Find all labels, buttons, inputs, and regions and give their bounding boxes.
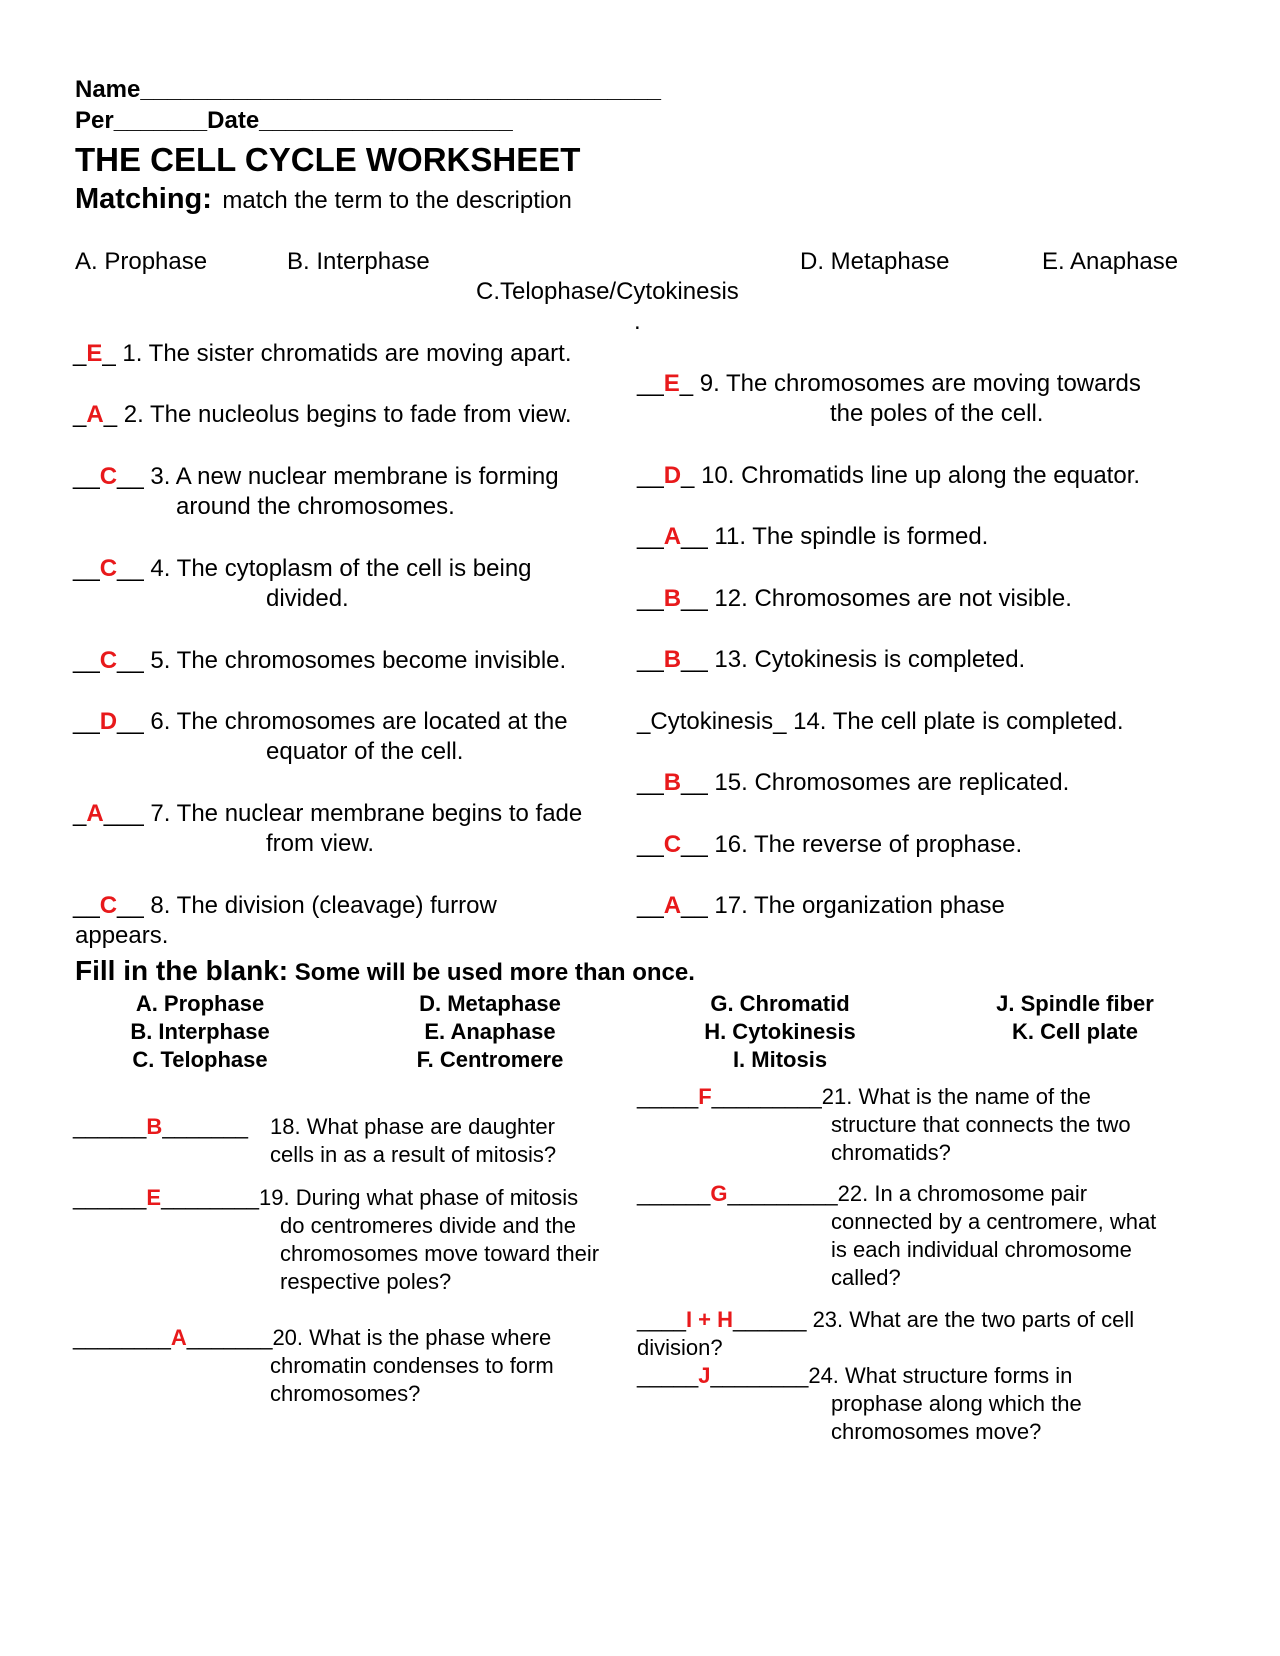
matching-item-left (73, 647, 566, 675)
question-text: 4. The cytoplasm of the cell is being (143, 555, 532, 582)
answer-mark: E (86, 340, 103, 367)
question-text: 1. The sister chromatids are moving apart. (115, 340, 572, 367)
answer-blank[interactable]: _ (773, 708, 787, 735)
answer-21: F (698, 1084, 712, 1109)
per-label: Per (75, 107, 114, 134)
answer-mark: A (86, 800, 104, 827)
answer-blank[interactable]: _ (679, 370, 694, 397)
matching-item-right (637, 585, 1072, 613)
answer-blank[interactable]: __ (681, 646, 708, 673)
matching-heading (75, 183, 572, 216)
date-blank[interactable]: ___________________ (259, 107, 513, 134)
question-23-cont: division? (637, 1335, 723, 1360)
question-text: 15. Chromosomes are replicated. (707, 769, 1070, 796)
answer-blank[interactable]: __ (73, 647, 100, 674)
question-18: 18. What phase are daughter cells in as a result of mitosis? (270, 1114, 557, 1167)
option-b: B. Interphase (287, 248, 430, 275)
answer-mark: C (99, 647, 118, 674)
answer-blank[interactable]: _ (637, 708, 651, 735)
question-text: 3. A new nuclear membrane is forming (143, 463, 559, 490)
answer-blank[interactable]: __ (681, 585, 708, 612)
answer-blank[interactable]: _ (73, 340, 87, 367)
answer-blank[interactable]: _ (102, 340, 116, 367)
word-bank-item: F. Centromere (416, 1047, 564, 1072)
answer-blank[interactable]: __ (681, 523, 708, 550)
matching-item-right (637, 831, 1022, 859)
answer-mark: A (663, 523, 682, 550)
answer-blank-23[interactable]: ____I + H______ 23. What are the two parts of cell (637, 1307, 1135, 1332)
answer-blank[interactable]: __ (637, 892, 664, 919)
answer-blank[interactable]: _ (73, 401, 87, 428)
word-bank-col-4 (970, 990, 1180, 1046)
answer-blank[interactable]: _ (73, 800, 87, 827)
answer-mark: B (663, 769, 682, 796)
matching-item-left (73, 708, 568, 736)
word-bank-col-3 (680, 990, 880, 1074)
fill-instruction: Some will be used more than once. (288, 959, 695, 986)
answer-22: G (710, 1181, 728, 1206)
answer-mark: D (99, 708, 118, 735)
matching-item-left (73, 555, 532, 583)
question-text-cont: around the chromosomes. (176, 493, 455, 520)
question-text-cont: divided. (266, 585, 349, 612)
word-bank-item: E. Anaphase (424, 1019, 556, 1044)
answer-mark: C (99, 463, 118, 490)
word-bank-item: D. Metaphase (419, 991, 561, 1016)
word-bank-col-1 (100, 990, 300, 1074)
matching-instruction: match the term to the description (222, 187, 572, 214)
answer-mark: C (663, 831, 682, 858)
answer-blank[interactable]: __ (117, 647, 144, 674)
question-text: 12. Chromosomes are not visible. (707, 585, 1072, 612)
name-field[interactable]: Name_______________________________________ (75, 76, 661, 103)
answer-mark: A (86, 401, 104, 428)
word-bank-item: G. Chromatid (710, 991, 850, 1016)
answer-blank[interactable]: __ (681, 892, 708, 919)
answer-blank[interactable]: __ (681, 831, 708, 858)
matching-item-right (637, 769, 1069, 797)
answer-blank[interactable]: __ (637, 769, 664, 796)
answer-blank-21[interactable]: _____F_________21. What is the name of the (637, 1084, 1091, 1109)
word-bank-item: H. Cytokinesis (704, 1019, 856, 1044)
answer-blank[interactable]: _ (103, 401, 118, 428)
fill-label: Fill in the blank: (75, 955, 289, 986)
question-21: structure that connects the two chromatids? (831, 1112, 1131, 1165)
word-bank-item: K. Cell plate (1012, 1019, 1138, 1044)
answer-blank[interactable]: __ (73, 892, 100, 919)
question-text: 9. The chromosomes are moving towards (693, 370, 1141, 397)
question-text-cont: appears. (75, 922, 169, 949)
word-bank-item: I. Mitosis (732, 1047, 828, 1072)
answer-mark: B (663, 646, 682, 673)
answer-blank[interactable]: __ (117, 463, 144, 490)
answer-blank[interactable]: __ (117, 892, 144, 919)
question-text-cont: from view. (266, 830, 375, 857)
answer-20: A (170, 1325, 187, 1350)
answer-blank[interactable]: __ (681, 769, 708, 796)
answer-blank-24[interactable]: _____J________24. What structure forms in (637, 1363, 1073, 1388)
question-text: 8. The division (cleavage) furrow (143, 892, 497, 919)
answer-blank-19[interactable]: ______E________19. During what phase of mitosis (73, 1185, 579, 1210)
answer-blank[interactable]: ___ (103, 800, 144, 827)
answer-24: J (698, 1363, 711, 1388)
question-20: chromatin condenses to form chromosomes? (270, 1353, 554, 1406)
question-text: 11. The spindle is formed. (707, 523, 989, 550)
answer-mark: D (663, 462, 682, 489)
option-a: A. Prophase (75, 248, 208, 275)
word-bank-item: J. Spindle fiber (996, 991, 1154, 1016)
matching-item-right (637, 462, 1140, 490)
question-text: 14. The cell plate is completed. (786, 708, 1124, 735)
question-text: 13. Cytokinesis is completed. (707, 646, 1026, 673)
answer-mark: Cytokinesis (650, 708, 774, 735)
matching-item-right (637, 646, 1025, 674)
answer-blank[interactable]: __ (637, 370, 664, 397)
answer-mark: B (663, 585, 682, 612)
matching-item-right (637, 708, 1124, 736)
question-text: 2. The nucleolus begins to fade from view. (117, 401, 572, 428)
answer-blank[interactable]: __ (117, 555, 144, 582)
matching-item-right (637, 892, 1005, 920)
question-text: 5. The chromosomes become invisible. (143, 647, 567, 674)
question-text: 6. The chromosomes are located at the (143, 708, 568, 735)
answer-blank[interactable]: __ (637, 646, 664, 673)
answer-blank[interactable]: __ (637, 523, 664, 550)
question-text-cont: equator of the cell. (266, 738, 464, 765)
question-24: prophase along which the chromosomes move? (831, 1391, 1082, 1444)
answer-18: B (146, 1114, 163, 1139)
answer-mark: C (99, 555, 118, 582)
per-date-line[interactable] (75, 107, 513, 135)
word-bank-item: A. Prophase (135, 991, 265, 1016)
question-text: 10. Chromatids line up along the equator. (694, 462, 1141, 489)
matching-item-right (637, 523, 988, 551)
answer-mark: C (99, 892, 118, 919)
word-bank-col-2 (390, 990, 590, 1074)
option-d: D. Metaphase (800, 248, 950, 275)
answer-blank-20[interactable]: ________A_______20. What is the phase where (73, 1325, 552, 1350)
matching-item-left (73, 892, 497, 920)
question-text: 16. The reverse of prophase. (707, 831, 1023, 858)
question-text-cont: the poles of the cell. (830, 400, 1044, 427)
answer-19: E (146, 1185, 162, 1210)
matching-item-left (73, 401, 572, 429)
per-blank[interactable]: _______ (113, 107, 208, 134)
matching-label: Matching: (75, 183, 212, 215)
answer-blank[interactable]: __ (637, 585, 664, 612)
answer-blank-18[interactable]: ______B_______ (73, 1114, 248, 1139)
answer-blank[interactable]: __ (73, 463, 100, 490)
stray-dot: . (634, 308, 641, 335)
matching-item-left (73, 340, 572, 368)
question-text: 7. The nuclear membrane begins to fade (143, 800, 583, 827)
matching-item-left (73, 800, 582, 828)
answer-blank[interactable]: __ (73, 708, 100, 735)
matching-item-right (637, 370, 1141, 398)
question-22: connected by a centromere, what is each individual chromosome called? (831, 1209, 1157, 1290)
date-label: Date (207, 107, 260, 134)
matching-item-left (73, 463, 559, 491)
answer-23: I + H (685, 1307, 734, 1332)
answer-blank[interactable]: __ (637, 462, 664, 489)
option-c: C.Telophase/Cytokinesis (476, 278, 739, 305)
option-e: E. Anaphase (1042, 248, 1179, 275)
answer-mark: E (663, 370, 680, 397)
answer-blank[interactable]: __ (117, 708, 144, 735)
word-bank-item: B. Interphase (130, 1019, 270, 1044)
answer-blank[interactable]: __ (73, 555, 100, 582)
question-text: 17. The organization phase (707, 892, 1005, 919)
answer-mark: A (663, 892, 682, 919)
fill-heading (75, 955, 695, 987)
question-19: do centromeres divide and the chromosomes move toward their respective poles? (280, 1213, 600, 1294)
answer-blank-22[interactable]: ______G_________22. In a chromosome pair (637, 1181, 1088, 1206)
answer-blank[interactable]: _ (681, 462, 695, 489)
word-bank-item: C. Telophase (132, 1047, 268, 1072)
answer-blank[interactable]: __ (637, 831, 664, 858)
page-title: THE CELL CYCLE WORKSHEET (75, 141, 581, 178)
